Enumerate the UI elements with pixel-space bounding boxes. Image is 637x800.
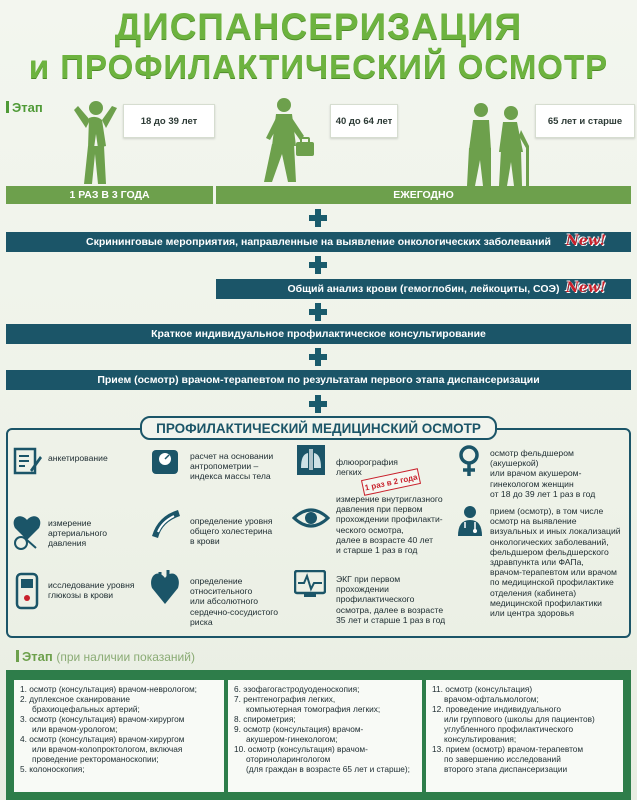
- ecg-monitor-icon: [294, 570, 326, 598]
- female-symbol-icon: [456, 444, 482, 478]
- bar-therapist-text: Прием (осмотр) врачом-терапевтом по результатам первого этапа диспансеризации: [97, 374, 540, 386]
- feldsher-text: осмотр фельдшером (акушеркой) или врачом акушером- гинекологом женщин от 18 до 39 лет 1 раз в год: [490, 448, 596, 499]
- eye-icon: [292, 506, 330, 530]
- scale-icon: [150, 446, 180, 476]
- age-tag-18-39: 18 до 39 лет: [123, 104, 215, 138]
- bar-screening: [6, 232, 631, 252]
- questionnaire-icon: [12, 446, 42, 476]
- ecg-text: ЭКГ при первом прохождении профилактического осмотра, далее в возрасте 35 лет и старше 1 раз в год: [336, 574, 446, 625]
- plus-icon: [309, 395, 327, 413]
- doctor-icon: [456, 504, 484, 536]
- every-2-years-stamp: 1 раз в 2 года: [361, 468, 421, 496]
- new-badge: New!: [566, 233, 606, 249]
- frequency-yearly: ЕЖЕГОДНО: [216, 186, 631, 204]
- glucose-text: исследование уровня глюкозы в крови: [48, 580, 135, 601]
- bar-screening-text: Скрининговые мероприятия, направленные на выявление онкологических заболеваний: [85, 236, 551, 248]
- age-tag-40-64: 40 до 64 лет: [330, 104, 398, 138]
- bar-blood-test-text: Общий анализ крови (гемоглобин, лейкоциты, СОЭ): [287, 283, 560, 295]
- plus-icon: [309, 256, 327, 274]
- reception-text: прием (осмотр), в том числе осмотр на выявление визуальных и иных локализаций онкологических заболеваний, фельдшером фельдшерского здравпункта или ФАПа, врачом-терапевтом или врачом по медицинской профилактике отделения (кабинета) медицинской профилактики или центра здоровья: [490, 506, 621, 619]
- bar-therapist: [6, 370, 631, 390]
- fluorography-text: флюорография легких: [336, 457, 398, 478]
- stage-2-label: Этап (при наличии показаний): [16, 649, 195, 664]
- heart-icon: [148, 568, 182, 606]
- title-line-2: и ПРОФИЛАКТИЧЕСКИЙ ОСМОТР: [28, 48, 609, 85]
- preventive-exam-title: ПРОФИЛАКТИЧЕСКИЙ МЕДИЦИНСКИЙ ОСМОТР: [140, 416, 497, 440]
- frequency-every-3-years: 1 РАЗ В 3 ГОДА: [6, 186, 213, 204]
- stage-2-column-2: 6. эзофагогастродуоденоскопия; 7. рентгенография легких, компьютерная томография легких; 8. спирометрия; 9. осмотр (консультация) врачом- акушером-гинекологом; 10. осмотр (консультация) врачом- оториноларингологом (для граждан в возрасте 65 лет и старше);: [228, 680, 422, 792]
- blood-pressure-icon: [10, 512, 44, 552]
- bmi-text: расчет на основании антропометрии – индекса массы тела: [190, 451, 274, 482]
- plus-icon: [309, 348, 327, 366]
- stage-2-column-1: 1. осмотр (консультация) врачом-неврологом; 2. дуплексное сканирование брахиоцефальных артерий; 3. осмотр (консультация) врачом-хирургом или врачом-урологом; 4. осмотр (консультация) врачом-хирургом или врачом-колопроктологом, включая проведение ректороманоскопии; 5. колоноскопия;: [14, 680, 224, 792]
- pressure-text: измерение артериального давления: [48, 518, 108, 549]
- questionnaire-text: анкетирование: [48, 453, 108, 463]
- elderly-couple-icon: [455, 100, 537, 188]
- cardio-risk-text: определение относительного или абсолютного сердечно-сосудистого риска: [190, 576, 278, 627]
- exercising-person-icon: [62, 98, 122, 186]
- stage-1-label: Этап: [6, 100, 43, 115]
- plus-icon: [309, 303, 327, 321]
- page-title: [0, 6, 637, 86]
- lungs-xray-icon: [296, 444, 326, 476]
- walking-man-briefcase-icon: [258, 96, 324, 186]
- glucometer-icon: [14, 572, 40, 612]
- title-line-1: ДИСПАНСЕРИЗАЦИЯ: [114, 6, 523, 47]
- bar-counseling: [6, 324, 631, 344]
- cholesterol-text: определение уровня общего холестерина в крови: [190, 516, 273, 547]
- new-badge: New!: [566, 280, 606, 296]
- age-tag-65-plus: 65 лет и старше: [535, 104, 635, 138]
- eye-pressure-text: измерение внутриглазного давления при первом прохождении профилакти- ческого осмотра, далее в возрасте 40 лет и старше 1 раз в год: [336, 494, 443, 556]
- bar-counseling-text: Краткое индивидуальное профилактическое консультирование: [151, 328, 486, 340]
- stage-2-column-3: 11. осмотр (консультация) врачом-офтальмологом; 12. проведение индивидуального или группового (школы для пациентов) углубленного профилактического консультирования; 13. прием (осмотр) врачом-терапевтом по завершению исследований второго этапа диспансеризации: [426, 680, 623, 792]
- blood-vessel-icon: [148, 506, 182, 540]
- plus-icon: [309, 209, 327, 227]
